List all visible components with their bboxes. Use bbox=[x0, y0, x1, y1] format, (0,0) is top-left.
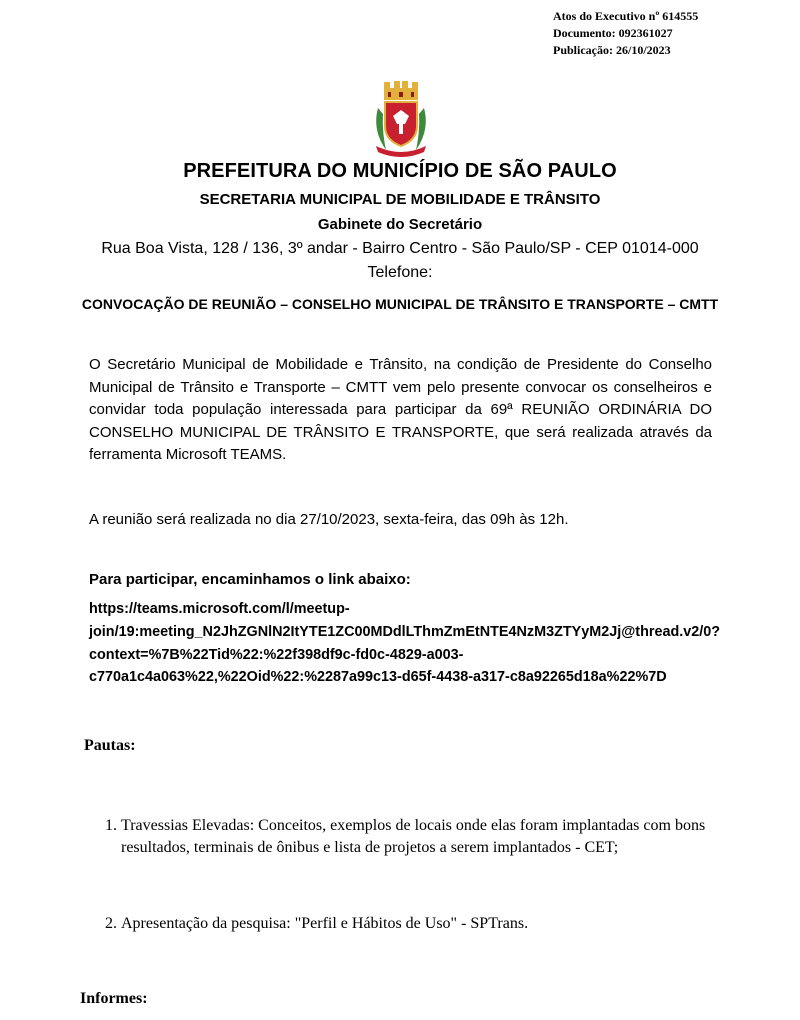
intro-paragraph: O Secretário Municipal de Mobilidade e Trânsito, na condição de Presidente do Conselho Municipal de Trânsito e Transporte – CMTT vem pelo presente convocar os conselheiros e convidar toda população interessada para participar da 69ª REUNIÃO ORDINÁRIA DO CONSELHO MUNICIPAL DE TRÂNSITO E TRANSPORTE, que será realizada através da ferramenta Microsoft TEAMS. bbox=[89, 356, 712, 463]
link-line[interactable]: https://teams.microsoft.com/l/meetup- bbox=[89, 601, 350, 617]
sao-paulo-coat-of-arms-icon bbox=[372, 80, 430, 158]
participate-heading: Para participar, encaminhamos o link abaixo: bbox=[89, 571, 411, 588]
meeting-date-paragraph: A reunião será realizada no dia 27/10/2023, sexta-feira, das 09h às 12h. bbox=[89, 511, 569, 528]
gabinete-title: Gabinete do Secretário bbox=[317, 216, 483, 233]
teams-meeting-link[interactable] bbox=[89, 598, 720, 689]
link-line[interactable]: join/19:meeting_N2JhZGNlN2ItYTE1ZC00MDdlLThmZmEtNTE4NzM3ZTYyM2Jj@thread.v2/0? bbox=[89, 623, 721, 640]
publication-date: Publicação: 26/10/2023 bbox=[553, 43, 671, 57]
agenda-item-number: 2. bbox=[105, 915, 117, 932]
document-number: Documento: 092361027 bbox=[553, 26, 673, 40]
informes-heading: Informes: bbox=[80, 990, 148, 1007]
agenda-item-number: 1. bbox=[105, 817, 117, 834]
link-line[interactable]: c770a1c4a063%22,%22Oid%22:%2287a99c13-d65f-4438-a317-c8a92265d18a%22%7D bbox=[89, 669, 667, 686]
agenda-item-text: Apresentação da pesquisa: "Perfil e Hábitos de Uso" - SPTrans. bbox=[121, 915, 529, 932]
link-line[interactable]: context=%7B%22Tid%22:%22f398df9c-fd0c-4829-a003- bbox=[89, 646, 464, 663]
pautas-heading: Pautas: bbox=[84, 737, 136, 754]
agenda-item-text: Travessias Elevadas: Conceitos, exemplos de locais onde elas foram implantadas com bons resultados, terminais de ônibus e lista de projetos a serem implantados - CET; bbox=[121, 817, 706, 856]
convocation-title: CONVOCAÇÃO DE REUNIÃO – CONSELHO MUNICIPAL DE TRÂNSITO E TRANSPORTE – CMTT bbox=[81, 296, 719, 312]
agenda-item bbox=[105, 815, 730, 859]
document-metadata bbox=[553, 8, 698, 59]
agenda-item bbox=[105, 913, 730, 935]
atos-number: Atos do Executivo nº 614555 bbox=[553, 9, 699, 23]
telephone-line: Telefone: bbox=[367, 264, 433, 281]
address-line: Rua Boa Vista, 128 / 136, 3º andar - Bairro Centro - São Paulo/SP - CEP 01014-000 bbox=[101, 240, 699, 257]
prefeitura-title: PREFEITURA DO MUNICÍPIO DE SÃO PAULO bbox=[183, 160, 617, 182]
secretaria-title: SECRETARIA MUNICIPAL DE MOBILIDADE E TRÂNSITO bbox=[199, 191, 601, 208]
